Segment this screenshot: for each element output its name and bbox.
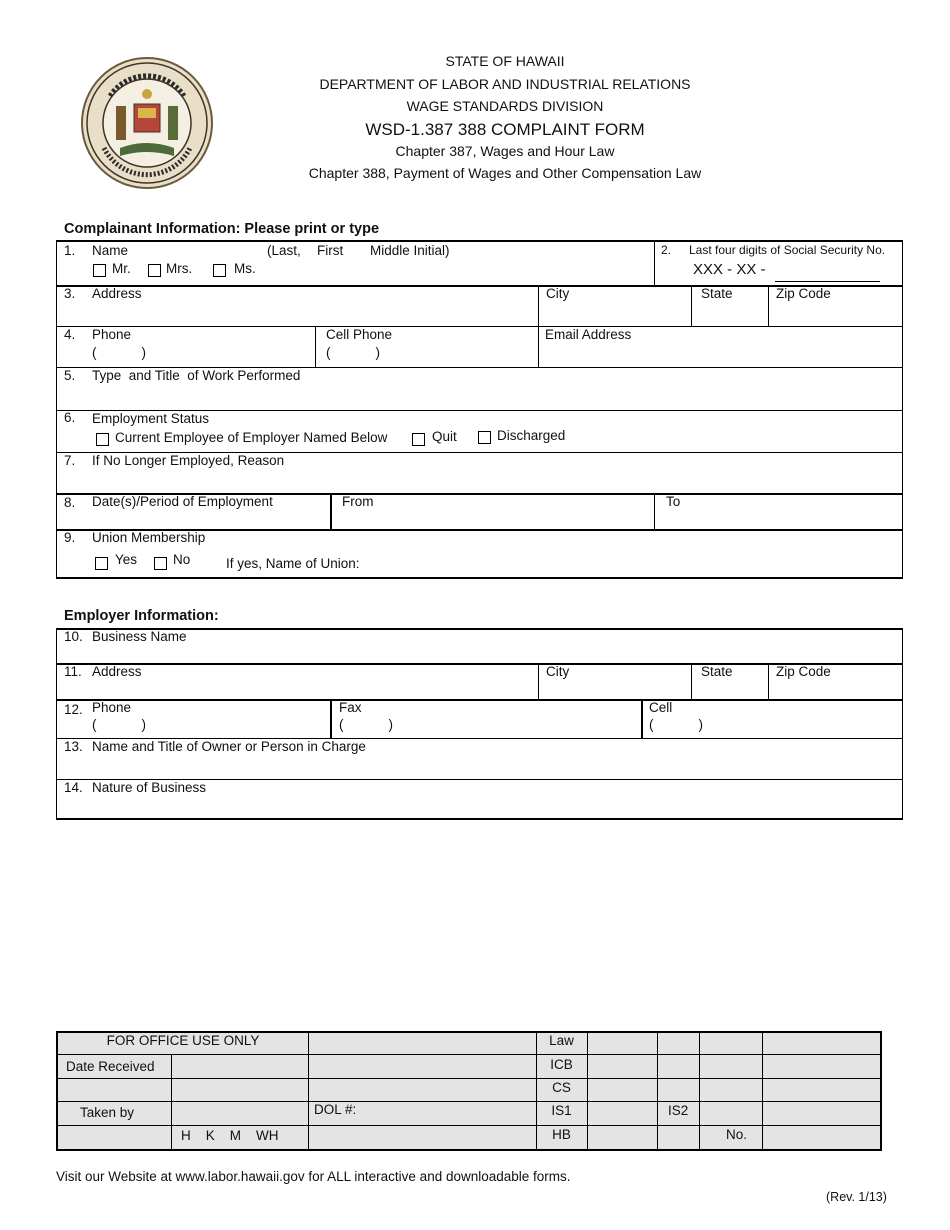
union-yes-label: Yes: [115, 552, 138, 567]
field-12-number: 12.: [64, 702, 83, 717]
office-codes: H K M WH: [181, 1128, 279, 1143]
division-name: WAGE STANDARDS DIVISION: [406, 98, 604, 114]
union-no-checkbox[interactable]: [154, 557, 167, 570]
field-8-number: 8.: [64, 495, 76, 510]
name-hint-first: First: [317, 243, 344, 258]
field-4-number: 4.: [64, 327, 76, 342]
ssn-mask: XXX - XX -: [693, 261, 766, 278]
mrs-checkbox[interactable]: [148, 264, 161, 277]
date-received-label: Date Received: [66, 1059, 155, 1074]
mrs-label: Mrs.: [166, 261, 193, 276]
field-13-number: 13.: [64, 739, 83, 754]
ssn-label: Last four digits of Social Security No.: [689, 243, 886, 257]
zip-label: Zip Code: [776, 286, 831, 301]
employment-status-label: Employment Status: [92, 411, 210, 426]
fax-label: Fax: [339, 700, 362, 715]
union-name-label: If yes, Name of Union:: [226, 556, 360, 571]
employment-period-label: Date(s)/Period of Employment: [92, 494, 273, 509]
field-5-number: 5.: [64, 368, 76, 383]
employer-section-title: Employer Information:: [64, 608, 219, 624]
current-employee-label: Current Employee of Employer Named Below: [115, 430, 388, 445]
ms-label: Ms.: [234, 261, 256, 276]
law-label: Law: [549, 1033, 574, 1048]
owner-name-label: Name and Title of Owner or Person in Charge: [92, 739, 366, 754]
fax-area-code: ( ): [339, 717, 393, 732]
field-1-number: 1.: [64, 243, 76, 258]
state-name: STATE OF HAWAII: [445, 53, 565, 69]
name-label: Name: [92, 243, 129, 258]
cell-phone-label: Cell Phone: [326, 327, 393, 342]
employer-phone-area-code: ( ): [92, 717, 146, 732]
city-label: City: [546, 286, 570, 301]
field-10-number: 10.: [64, 629, 83, 644]
complainant-section-title: Complainant Information: Please print or type: [64, 221, 380, 237]
employer-cell-area-code: ( ): [649, 717, 703, 732]
is2-label: IS2: [668, 1103, 689, 1118]
field-6-number: 6.: [64, 410, 76, 425]
website-note: Visit our Website at www.labor.hawaii.gov for ALL interactive and downloadable forms.: [56, 1169, 571, 1184]
chapter-387: Chapter 387, Wages and Hour Law: [395, 143, 615, 159]
field-7-number: 7.: [64, 453, 76, 468]
ms-checkbox[interactable]: [213, 264, 226, 277]
union-yes-checkbox[interactable]: [95, 557, 108, 570]
current-employee-checkbox[interactable]: [96, 433, 109, 446]
business-name-label: Business Name: [92, 629, 187, 644]
cs-label: CS: [552, 1080, 571, 1095]
employer-address-label: Address: [92, 664, 142, 679]
mr-checkbox[interactable]: [93, 264, 106, 277]
office-use-table: [56, 1031, 882, 1151]
mr-label: Mr.: [112, 261, 131, 276]
field-2-number: 2.: [661, 243, 672, 257]
phone-area-code: ( ): [92, 345, 146, 360]
address-label: Address: [92, 286, 142, 301]
employer-city-label: City: [546, 664, 570, 679]
dol-number-label: DOL #:: [314, 1102, 357, 1117]
no-longer-employed-label: If No Longer Employed, Reason: [92, 453, 285, 468]
hb-label: HB: [552, 1127, 571, 1142]
department-name: DEPARTMENT OF LABOR AND INDUSTRIAL RELATIONS: [319, 76, 691, 92]
union-membership-label: Union Membership: [92, 530, 206, 545]
discharged-checkbox[interactable]: [478, 431, 491, 444]
form-title: WSD-1.387 388 COMPLAINT FORM: [365, 120, 645, 139]
work-type-label: Type and Title of Work Performed: [92, 368, 301, 383]
revision-label: (Rev. 1/13): [826, 1190, 887, 1204]
name-hint-last: (Last,: [267, 243, 301, 258]
employer-state-label: State: [701, 664, 733, 679]
field-14-number: 14.: [64, 780, 83, 795]
name-hint-middle: Middle Initial): [370, 243, 450, 258]
from-label: From: [342, 494, 374, 509]
phone-label: Phone: [92, 327, 132, 342]
office-use-title: FOR OFFICE USE ONLY: [106, 1033, 260, 1048]
cell-phone-area-code: ( ): [326, 345, 380, 360]
nature-of-business-label: Nature of Business: [92, 780, 207, 795]
chapter-388: Chapter 388, Payment of Wages and Other Compensation Law: [308, 165, 702, 181]
discharged-label: Discharged: [497, 428, 566, 443]
employer-cell-label: Cell: [649, 700, 673, 715]
field-3-number: 3.: [64, 286, 76, 301]
employer-phone-label: Phone: [92, 700, 132, 715]
taken-by-label: Taken by: [80, 1105, 135, 1120]
to-label: To: [666, 494, 681, 509]
icb-label: ICB: [550, 1057, 573, 1072]
is1-label: IS1: [551, 1103, 572, 1118]
quit-label: Quit: [432, 429, 457, 444]
email-label: Email Address: [545, 327, 632, 342]
field-9-number: 9.: [64, 530, 76, 545]
ssn-input-line[interactable]: [775, 281, 880, 282]
union-no-label: No: [173, 552, 191, 567]
office-no-label: No.: [726, 1127, 748, 1142]
employer-zip-label: Zip Code: [776, 664, 831, 679]
state-label: State: [701, 286, 733, 301]
field-11-number: 11.: [64, 664, 82, 679]
quit-checkbox[interactable]: [412, 433, 425, 446]
